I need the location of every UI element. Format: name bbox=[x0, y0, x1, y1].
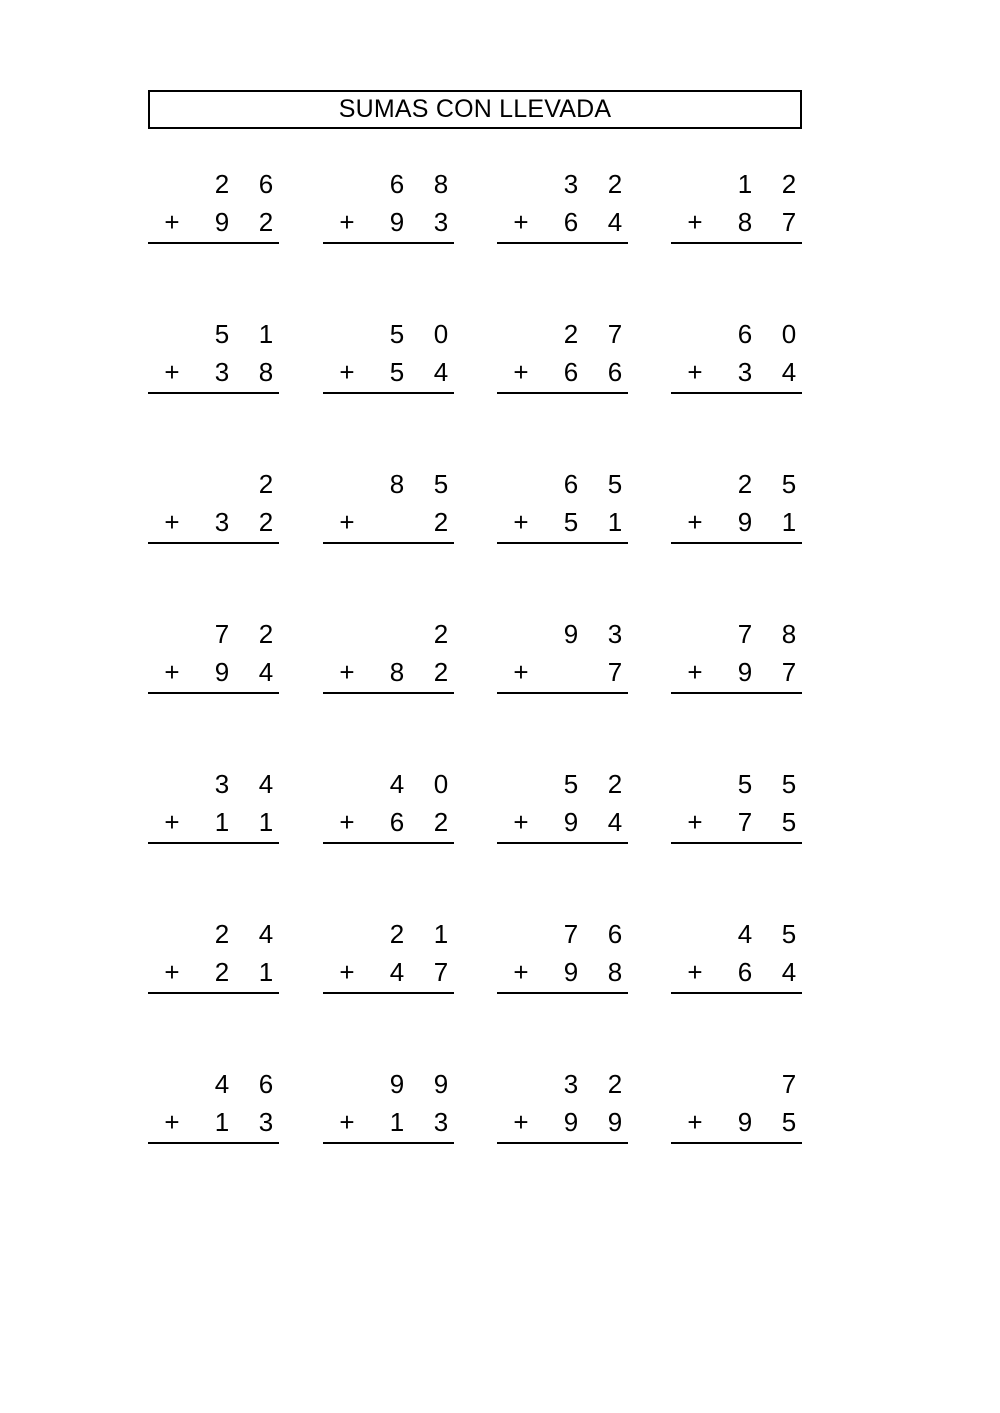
second-addend bbox=[497, 654, 628, 694]
tens-digit: 2 bbox=[389, 919, 405, 949]
tens-digit: 9 bbox=[389, 207, 405, 237]
units-digit: 2 bbox=[258, 207, 274, 237]
units-digit: 5 bbox=[607, 469, 623, 499]
units-digit: 6 bbox=[258, 169, 274, 199]
plus-sign: + bbox=[164, 657, 180, 687]
addition-problem bbox=[323, 766, 454, 842]
tens-digit: 7 bbox=[737, 619, 753, 649]
plus-sign: + bbox=[687, 357, 703, 387]
units-digit: 4 bbox=[258, 919, 274, 949]
tens-digit: 6 bbox=[389, 169, 405, 199]
tens-digit: 3 bbox=[563, 169, 579, 199]
second-addend bbox=[671, 504, 802, 544]
first-addend bbox=[497, 1066, 628, 1104]
units-digit: 7 bbox=[781, 207, 797, 237]
units-digit: 4 bbox=[433, 357, 449, 387]
plus-sign: + bbox=[164, 357, 180, 387]
plus-sign: + bbox=[513, 1107, 529, 1137]
addition-problem bbox=[671, 316, 802, 392]
second-addend bbox=[148, 354, 279, 394]
tens-digit: 2 bbox=[214, 957, 230, 987]
first-addend bbox=[323, 916, 454, 954]
problem-row bbox=[148, 466, 802, 616]
second-addend bbox=[671, 954, 802, 994]
worksheet-title: SUMAS CON LLEVADA bbox=[148, 90, 802, 129]
second-addend bbox=[497, 954, 628, 994]
first-addend bbox=[671, 1066, 802, 1104]
tens-digit: 5 bbox=[389, 319, 405, 349]
plus-sign: + bbox=[164, 807, 180, 837]
problem-row bbox=[148, 766, 802, 916]
tens-digit: 6 bbox=[563, 469, 579, 499]
units-digit: 2 bbox=[433, 619, 449, 649]
addition-problem bbox=[671, 166, 802, 242]
second-addend bbox=[671, 1104, 802, 1144]
tens-digit: 4 bbox=[214, 1069, 230, 1099]
units-digit: 2 bbox=[433, 657, 449, 687]
second-addend bbox=[497, 204, 628, 244]
tens-digit: 5 bbox=[214, 319, 230, 349]
second-addend bbox=[323, 354, 454, 394]
tens-digit: 7 bbox=[563, 919, 579, 949]
tens-digit: 1 bbox=[737, 169, 753, 199]
addition-problem bbox=[323, 316, 454, 392]
plus-sign: + bbox=[164, 1107, 180, 1137]
units-digit: 1 bbox=[607, 507, 623, 537]
addition-problem bbox=[148, 1066, 279, 1142]
units-digit: 2 bbox=[258, 507, 274, 537]
tens-digit: 5 bbox=[563, 507, 579, 537]
tens-digit: 4 bbox=[389, 769, 405, 799]
plus-sign: + bbox=[339, 357, 355, 387]
plus-sign: + bbox=[164, 507, 180, 537]
tens-digit: 4 bbox=[389, 957, 405, 987]
tens-digit: 3 bbox=[563, 1069, 579, 1099]
plus-sign: + bbox=[339, 1107, 355, 1137]
plus-sign: + bbox=[164, 207, 180, 237]
units-digit: 6 bbox=[607, 357, 623, 387]
plus-sign: + bbox=[513, 357, 529, 387]
tens-digit: 9 bbox=[563, 957, 579, 987]
tens-digit: 9 bbox=[737, 1107, 753, 1137]
plus-sign: + bbox=[687, 207, 703, 237]
units-digit: 3 bbox=[433, 1107, 449, 1137]
units-digit: 1 bbox=[781, 507, 797, 537]
tens-digit: 9 bbox=[214, 207, 230, 237]
units-digit: 5 bbox=[433, 469, 449, 499]
first-addend bbox=[323, 616, 454, 654]
tens-digit: 7 bbox=[737, 807, 753, 837]
units-digit: 7 bbox=[607, 319, 623, 349]
problem-row bbox=[148, 316, 802, 466]
first-addend bbox=[497, 466, 628, 504]
first-addend bbox=[671, 916, 802, 954]
tens-digit: 9 bbox=[737, 507, 753, 537]
second-addend bbox=[497, 804, 628, 844]
units-digit: 0 bbox=[433, 319, 449, 349]
addition-problem bbox=[497, 466, 628, 542]
plus-sign: + bbox=[164, 957, 180, 987]
addition-problem bbox=[671, 616, 802, 692]
plus-sign: + bbox=[513, 507, 529, 537]
addition-problem bbox=[148, 316, 279, 392]
second-addend bbox=[323, 654, 454, 694]
addition-problem bbox=[323, 1066, 454, 1142]
first-addend bbox=[671, 766, 802, 804]
units-digit: 1 bbox=[258, 807, 274, 837]
problem-row bbox=[148, 616, 802, 766]
first-addend bbox=[497, 316, 628, 354]
units-digit: 8 bbox=[258, 357, 274, 387]
units-digit: 6 bbox=[607, 919, 623, 949]
first-addend bbox=[148, 766, 279, 804]
first-addend bbox=[323, 766, 454, 804]
first-addend bbox=[148, 1066, 279, 1104]
units-digit: 2 bbox=[258, 619, 274, 649]
second-addend bbox=[323, 804, 454, 844]
tens-digit: 3 bbox=[214, 507, 230, 537]
second-addend bbox=[148, 1104, 279, 1144]
tens-digit: 4 bbox=[737, 919, 753, 949]
addition-problem bbox=[671, 916, 802, 992]
tens-digit: 9 bbox=[214, 657, 230, 687]
units-digit: 2 bbox=[607, 769, 623, 799]
second-addend bbox=[323, 204, 454, 244]
second-addend bbox=[323, 504, 454, 544]
tens-digit: 7 bbox=[214, 619, 230, 649]
first-addend bbox=[671, 466, 802, 504]
problem-row bbox=[148, 916, 802, 1066]
second-addend bbox=[323, 1104, 454, 1144]
units-digit: 3 bbox=[607, 619, 623, 649]
first-addend bbox=[497, 166, 628, 204]
units-digit: 7 bbox=[433, 957, 449, 987]
first-addend bbox=[497, 616, 628, 654]
addition-problem bbox=[148, 616, 279, 692]
addition-problem bbox=[671, 466, 802, 542]
plus-sign: + bbox=[513, 807, 529, 837]
tens-digit: 9 bbox=[563, 807, 579, 837]
units-digit: 8 bbox=[433, 169, 449, 199]
second-addend bbox=[671, 204, 802, 244]
first-addend bbox=[148, 316, 279, 354]
tens-digit: 3 bbox=[214, 357, 230, 387]
plus-sign: + bbox=[687, 657, 703, 687]
units-digit: 4 bbox=[258, 769, 274, 799]
tens-digit: 6 bbox=[737, 319, 753, 349]
first-addend bbox=[497, 916, 628, 954]
first-addend bbox=[148, 466, 279, 504]
tens-digit: 1 bbox=[214, 807, 230, 837]
second-addend bbox=[671, 354, 802, 394]
addition-problem bbox=[497, 916, 628, 992]
first-addend bbox=[497, 766, 628, 804]
addition-problem bbox=[323, 166, 454, 242]
units-digit: 0 bbox=[433, 769, 449, 799]
second-addend bbox=[497, 354, 628, 394]
plus-sign: + bbox=[339, 957, 355, 987]
tens-digit: 9 bbox=[737, 657, 753, 687]
tens-digit: 9 bbox=[563, 619, 579, 649]
tens-digit: 2 bbox=[214, 169, 230, 199]
units-digit: 4 bbox=[781, 357, 797, 387]
tens-digit: 2 bbox=[563, 319, 579, 349]
addition-problem bbox=[148, 466, 279, 542]
units-digit: 4 bbox=[258, 657, 274, 687]
units-digit: 5 bbox=[781, 919, 797, 949]
units-digit: 7 bbox=[781, 1069, 797, 1099]
addition-problems-grid bbox=[148, 166, 802, 1216]
tens-digit: 6 bbox=[563, 207, 579, 237]
second-addend bbox=[671, 654, 802, 694]
plus-sign: + bbox=[687, 507, 703, 537]
second-addend bbox=[148, 804, 279, 844]
addition-problem bbox=[323, 916, 454, 992]
first-addend bbox=[148, 166, 279, 204]
first-addend bbox=[148, 616, 279, 654]
plus-sign: + bbox=[687, 807, 703, 837]
tens-digit: 1 bbox=[214, 1107, 230, 1137]
first-addend bbox=[671, 616, 802, 654]
tens-digit: 8 bbox=[737, 207, 753, 237]
units-digit: 1 bbox=[258, 319, 274, 349]
tens-digit: 5 bbox=[563, 769, 579, 799]
first-addend bbox=[671, 166, 802, 204]
units-digit: 6 bbox=[258, 1069, 274, 1099]
units-digit: 2 bbox=[781, 169, 797, 199]
units-digit: 3 bbox=[258, 1107, 274, 1137]
units-digit: 2 bbox=[258, 469, 274, 499]
tens-digit: 6 bbox=[389, 807, 405, 837]
units-digit: 7 bbox=[607, 657, 623, 687]
plus-sign: + bbox=[513, 207, 529, 237]
tens-digit: 3 bbox=[737, 357, 753, 387]
first-addend bbox=[148, 916, 279, 954]
units-digit: 5 bbox=[781, 769, 797, 799]
tens-digit: 5 bbox=[389, 357, 405, 387]
addition-problem bbox=[497, 316, 628, 392]
second-addend bbox=[323, 954, 454, 994]
first-addend bbox=[323, 1066, 454, 1104]
addition-problem bbox=[323, 616, 454, 692]
addition-problem bbox=[497, 766, 628, 842]
plus-sign: + bbox=[339, 807, 355, 837]
tens-digit: 9 bbox=[389, 1069, 405, 1099]
tens-digit: 2 bbox=[737, 469, 753, 499]
addition-problem bbox=[148, 166, 279, 242]
tens-digit: 8 bbox=[389, 657, 405, 687]
addition-problem bbox=[671, 766, 802, 842]
units-digit: 2 bbox=[607, 169, 623, 199]
second-addend bbox=[497, 504, 628, 544]
tens-digit: 2 bbox=[214, 919, 230, 949]
addition-problem bbox=[148, 766, 279, 842]
tens-digit: 8 bbox=[389, 469, 405, 499]
units-digit: 2 bbox=[607, 1069, 623, 1099]
first-addend bbox=[671, 316, 802, 354]
plus-sign: + bbox=[339, 657, 355, 687]
plus-sign: + bbox=[339, 207, 355, 237]
units-digit: 5 bbox=[781, 469, 797, 499]
first-addend bbox=[323, 166, 454, 204]
units-digit: 8 bbox=[781, 619, 797, 649]
second-addend bbox=[148, 654, 279, 694]
plus-sign: + bbox=[513, 657, 529, 687]
units-digit: 4 bbox=[781, 957, 797, 987]
units-digit: 1 bbox=[258, 957, 274, 987]
units-digit: 2 bbox=[433, 807, 449, 837]
units-digit: 9 bbox=[433, 1069, 449, 1099]
addition-problem bbox=[497, 616, 628, 692]
units-digit: 4 bbox=[607, 807, 623, 837]
tens-digit: 5 bbox=[737, 769, 753, 799]
units-digit: 0 bbox=[781, 319, 797, 349]
second-addend bbox=[671, 804, 802, 844]
first-addend bbox=[323, 316, 454, 354]
plus-sign: + bbox=[513, 957, 529, 987]
units-digit: 5 bbox=[781, 1107, 797, 1137]
units-digit: 9 bbox=[607, 1107, 623, 1137]
addition-problem bbox=[323, 466, 454, 542]
addition-problem bbox=[497, 166, 628, 242]
addition-problem bbox=[497, 1066, 628, 1142]
tens-digit: 6 bbox=[563, 357, 579, 387]
units-digit: 1 bbox=[433, 919, 449, 949]
plus-sign: + bbox=[687, 957, 703, 987]
addition-problem bbox=[671, 1066, 802, 1142]
first-addend bbox=[323, 466, 454, 504]
tens-digit: 9 bbox=[563, 1107, 579, 1137]
tens-digit: 1 bbox=[389, 1107, 405, 1137]
tens-digit: 6 bbox=[737, 957, 753, 987]
second-addend bbox=[148, 954, 279, 994]
units-digit: 7 bbox=[781, 657, 797, 687]
plus-sign: + bbox=[339, 507, 355, 537]
second-addend bbox=[148, 504, 279, 544]
problem-row bbox=[148, 166, 802, 316]
units-digit: 8 bbox=[607, 957, 623, 987]
units-digit: 3 bbox=[433, 207, 449, 237]
units-digit: 4 bbox=[607, 207, 623, 237]
units-digit: 2 bbox=[433, 507, 449, 537]
plus-sign: + bbox=[687, 1107, 703, 1137]
second-addend bbox=[497, 1104, 628, 1144]
units-digit: 5 bbox=[781, 807, 797, 837]
addition-problem bbox=[148, 916, 279, 992]
second-addend bbox=[148, 204, 279, 244]
problem-row bbox=[148, 1066, 802, 1216]
tens-digit: 3 bbox=[214, 769, 230, 799]
